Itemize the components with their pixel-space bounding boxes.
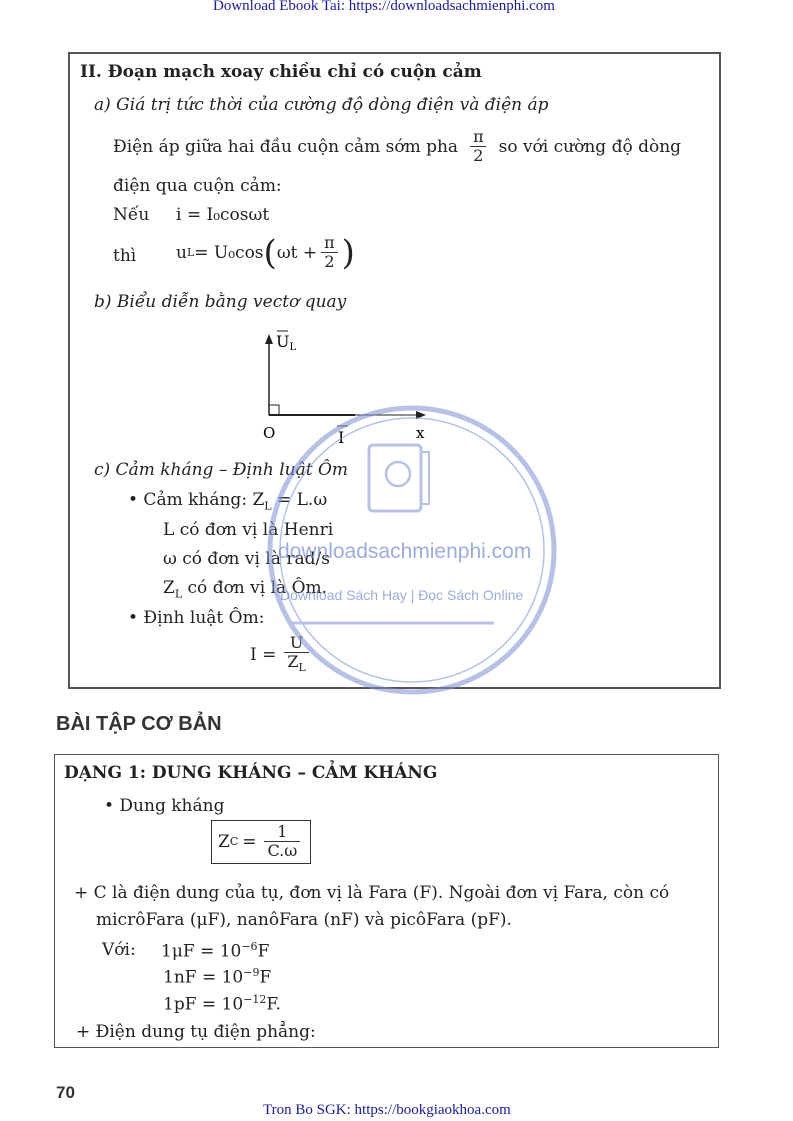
x-label: x	[416, 424, 425, 442]
ohm-den-sub: L	[298, 661, 306, 675]
close-paren: )	[341, 232, 355, 273]
zc-num: 1	[277, 822, 288, 841]
conversion-micro	[161, 940, 269, 962]
zc-sub: C	[229, 835, 239, 849]
phase-num: π	[324, 233, 335, 252]
conversion-pico	[163, 993, 281, 1015]
conv2-exp: −9	[243, 966, 260, 979]
section-title: BÀI TẬP CƠ BẢN	[56, 713, 222, 735]
i-label: I	[338, 428, 345, 447]
download-header-link[interactable]: Download Ebook Tai: https://downloadsachmienphi.com	[213, 0, 555, 14]
u0cos: = U₀cos	[194, 242, 264, 263]
pi-over-2-fraction	[470, 128, 487, 166]
then-label: thì	[113, 246, 137, 266]
u-symbol: u	[176, 242, 187, 263]
conv1-exp: −6	[241, 940, 258, 953]
conv2-base: 1nF = 10	[163, 967, 244, 988]
sgk-footer-link[interactable]: Tron Bo SGK: https://bookgiaokhoa.com	[263, 1102, 511, 1118]
conversion-nano	[163, 966, 271, 988]
unit-z-symbol: Z	[163, 578, 175, 598]
frac-den: 2	[470, 146, 486, 165]
phase-text-3: điện qua cuộn cảm:	[113, 176, 282, 196]
watermark-at-icon	[386, 462, 410, 486]
subheading-c: c) Cảm kháng – Định luật Ôm	[94, 460, 349, 480]
open-paren: (	[263, 232, 277, 273]
u-sub: L	[186, 246, 195, 260]
phase-text-1: Điện áp giữa hai đầu cuộn cảm sớm pha	[113, 136, 459, 157]
watermark-tagline: Download Sách Hay | Đọc Sách Online	[280, 587, 524, 603]
voltage-equation	[176, 234, 355, 272]
if-label: Nếu	[113, 205, 150, 225]
unit-omega: ω có đơn vị là rad/s	[163, 549, 330, 569]
capacitive-reactance-bullet: • Dung kháng	[104, 796, 225, 816]
with-label: Với:	[102, 940, 136, 960]
origin-label: O	[263, 424, 276, 442]
ul-label: UL	[276, 332, 297, 353]
watermark-site: downloadsachmienphi.com	[278, 540, 532, 563]
zc-fraction	[264, 823, 300, 861]
pi-over-2-phase	[321, 234, 338, 272]
subheading-a: a) Giá trị tức thời của cường độ dòng điện và điện áp	[94, 95, 549, 115]
zc-formula	[211, 820, 311, 864]
capacitance-line-1: + C là điện dung của tụ, đơn vị là Fara (F). Ngoài đơn vị Fara, còn có	[74, 883, 670, 903]
theory-title: II. Đoạn mạch xoay chiều chỉ có cuộn cảm	[80, 62, 482, 82]
ul-arrowhead	[265, 334, 273, 344]
phase-text-2: so với cường độ dòng	[498, 136, 682, 157]
capacitance-line-2: micrôFara (μF), nanôFara (nF) và picôFara (pF).	[96, 910, 512, 930]
unit-z-sub: L	[174, 587, 183, 601]
plate-capacitor-line: + Điện dung tụ điện phẳng:	[76, 1022, 316, 1042]
ohm-den-z: Z	[287, 652, 299, 672]
zc-symbol: Z	[218, 831, 230, 852]
conv3-exp: −12	[243, 993, 267, 1006]
zc-formula-box	[211, 820, 311, 864]
zc-den: C.ω	[264, 841, 300, 860]
subheading-b: b) Biểu diễn bằng vectơ quay	[94, 292, 347, 312]
zl-rhs: = L.ω	[271, 490, 328, 510]
frac-num: π	[473, 127, 484, 146]
unit-z-rest: có đơn vị là Ôm.	[182, 578, 328, 598]
bullet1-label: • Cảm kháng:	[128, 490, 248, 510]
current-equation: i = I₀cosωt	[176, 205, 270, 225]
unit-l: L có đơn vị là Henri	[163, 520, 334, 540]
conv2-unit: F	[259, 967, 272, 988]
conv1-unit: F	[257, 941, 270, 962]
exercise-title: DẠNG 1: DUNG KHÁNG – CẢM KHÁNG	[64, 763, 438, 783]
bullet2-label: • Định luật Ôm:	[128, 608, 265, 628]
conv3-unit: F.	[266, 994, 281, 1015]
ohm-lhs: I =	[250, 644, 277, 665]
conv3-base: 1pF = 10	[163, 994, 244, 1015]
watermark-book-icon	[369, 445, 421, 511]
zl-sub: L	[264, 499, 272, 513]
phase-statement	[113, 128, 681, 166]
ohm-num: U	[289, 633, 304, 652]
omega-t: ωt +	[276, 242, 318, 263]
conv1-base: 1μF = 10	[161, 941, 242, 962]
zc-equals: =	[242, 831, 257, 852]
zl-symbol: Z	[252, 490, 265, 510]
phase-den: 2	[321, 252, 337, 271]
page-number: 70	[56, 1083, 75, 1102]
